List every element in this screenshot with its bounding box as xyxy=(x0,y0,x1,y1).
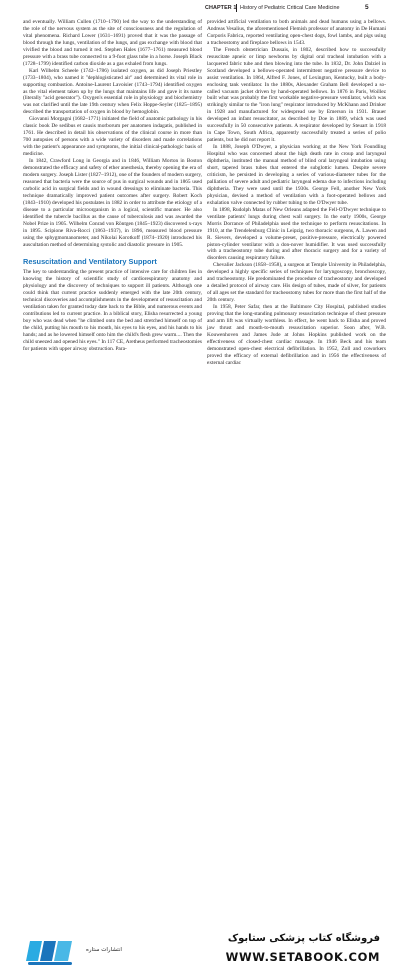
store-title: فروشگاه کتاب پزشکی ستابوک xyxy=(227,933,380,944)
paragraph: Giovanni Morgagni (1682–1771) initiated the field of anatomic pathology in his classic book De sedibus et causis morborum per anatomen indagatis, published in 1761. He described in detail his observations of the clinical course in more than 700 autopsies of persons with a wide variety of disorders and made correlations with the patient's appearance and symptoms, the initial clinical-pathologic basis of medicine. xyxy=(23,116,202,158)
paragraph: Chevalier Jackson (1858–1958), a surgeon at Temple University in Philadelphia, developed a highly specific series of techniques for laryngoscopy, bronchoscopy, and tracheostomy. He predominated the procedure of tracheostomy and developed a detailed protocol of airway care. His design of tubes, made of silver, for patients of all ages set the standard for tracheostomy tubes for more than the first half of the 20th century. xyxy=(207,262,386,304)
paragraph: In 1842, Crawford Long in Georgia and in 1846, William Morton in Boston demonstrated the efficacy and safety of ether anesthesia, thereby opening the era of modern surgery. Joseph Lister (1827–1912), one of the founders of modern surgery, reasoned that bacteria were the source of pus in surgical wounds and in 1865 used carbolic acid in surgical fields and in wound dressings to eliminate bacteria. This technique dramatically improved patient outcomes after surgery. Robert Koch (1843–1910) developed his postulates in 1882 in order to attribute the etiology of a disease to a particular microorganism in a logical, scientific manner. He also identified the tubercle bacillus as the cause of tuberculosis and was awarded the Nobel Prize in 1905. Wilhelm Conrad von Röntgen (1845–1923) discovered x-rays in 1895. Scipione Riva-Rocci (1863–1937), in 1896, measured blood pressure using the sphygmomanometer, and Nikolai Korotkoff (1874–1920) introduced his auscultation method of determining systolic and diastolic pressure in 1905. xyxy=(23,158,202,248)
chapter-label: CHAPTER 1 xyxy=(205,5,237,11)
paragraph: The French obstetrician Dussais, in 1802, described how to successfully resuscitate apneic or limp newborns by digital oral tracheal intubation with a lacquered fabric tube and then blowing into the tube. In 1832, Dr. John Dalziel in Scotland developed a bellows-operated intermittent negative pressure device to assist ventilation. In 1864, Alfred F. Jones, of Lexington, Kentucky, built a body-enclosing tank ventilator. In the 1880s, Alexander Graham Bell developed a so-called vacuum jacket driven by hand-operated bellows. In 1876 in Paris, Woillez built what was probably the first workable negative-pressure ventilator, which was strikingly similar to the "iron lung" respirator introduced by McKhann and Drinker in 1928 and manufactured for widespread use by Emerson in 1931. Brauer developed an infant resuscitator, as described by Doe in 1889, which was used successfully in 50 consecutive patients. A respirator developed by Steuart in 1918 in Cape Town, South Africa, apparently successfully treated a series of polio patients, but he did not report it. xyxy=(207,46,386,144)
paragraph: In 1888, Joseph O'Dwyer, a physician working at the New York Foundling Hospital who was concerned about the high death rate in croup and laryngeal diphtheria, instituted the manual method of blind oral laryngeal intubation using short, tapered brass tubes that entered the subglottic lumen. Despite severe criticism, he persisted in developing a series of various-diameter tubes for the palliation of severe adult and pediatric laryngeal edema due to infections including diphtheria. They were used until the 1930s. George Fell, another New York physician, devised a method of ventilation with a foot-operated bellows and exhalation valve connected by rubber tubing to the O'Dwyer tube. xyxy=(207,144,386,206)
chapter-title: History of Pediatric Critical Care Medicine xyxy=(240,5,340,11)
store-url[interactable]: WWW.SETABOOK.COM xyxy=(225,950,380,964)
left-column xyxy=(23,19,202,464)
paragraph: Karl Wilhelm Scheele (1742–1786) isolated oxygen, as did Joseph Priestley (1733–1804), who named it "dephlogisticated air" and determined its vital role in supporting combustion. Antoine-Laurent Lavoisier (1743–1794) identified oxygen as the vital element taken up by the lungs that maintains life and gave it its name (literally "acid generator"). Oxygen's essential role in physiology and biochemistry was not clarified until the late 19th century when Felix Hoppe-Seyler (1825–1895) described the transportation of oxygen in blood by hemoglobin. xyxy=(23,67,202,116)
right-column xyxy=(207,19,386,452)
paragraph: The key to understanding the present practice of intensive care for children lies in knowing the history of scientific study of cardiorespiratory anatomy and physiology and the discovery of techniques to support ill patients. Although one could think that current practice suddenly emerged with the late 20th century, technical discoveries and accomplishments in the development of resuscitation and ventilation taken for granted today date back to the Bible, and numerous events and contributions led to current practice. In a biblical story, Elisha resurrected a young boy who was dead when "he climbed onto the bed and stretched himself on top of the child, putting his mouth to his mouth, his eyes to his eyes, and his hands to his hands; and as he lowered himself onto him the child's flesh grew warm.... Then the child sneezed and opened his eyes." In 117 CE, Aretheus performed tracheostomies for patients with upper airway obstruction. Para- xyxy=(23,269,202,352)
page-number: 5 xyxy=(365,4,369,11)
paragraph: In 1958, Peter Safar, then at the Baltimore City Hospital, published studies proving that the long-standing pulmonary resuscitation technique of chest pressure and arm lift was virtually worthless. In effect, he went back to Elisha and proved jaw thrust and mouth-to-mouth resuscitation superior. Soon after, W.B. Kouwenhoven and James Jude at Johns Hopkins published work on the effectiveness of closed-chest cardiac massage. In 1946 Beck and his team demonstrated open-chest electrical defibrillation. In 1952, Zoll and coworkers proved the efficacy of external defibrillation and in 1956 the effectiveness of external cardiac xyxy=(207,304,386,366)
paragraph: In 1898, Rudolph Matas of New Orleans adapted the Fell-O'Dwyer technique to ventilate patients' lungs during chest wall surgery. In the early 1900s, George Morris Dorrance of Philadelphia used the technique to perform resuscitations. In 1910, at the Trendelenburg Clinic in Leipzig, two thoracic surgeons, A. Lawen and R. Sievers, developed a volume-preset, positive-pressure, electrically powered piston-cylinder ventilator with a don-nover humidifier. It was used successfully with a tracheostomy tube during and after thoracic surgery and for a variety of disorders causing respiratory failure. xyxy=(207,206,386,262)
section-heading: Resuscitation and Ventilatory Support xyxy=(23,257,157,267)
paragraph: and eventually. William Cullen (1710–1790) led the way to the understanding of the role of the nervous system as the site of consciousness and the regulation of vital phenomena. Richard Lower (1631–1691) proved that it was the passage of blood through the lungs, ventilation of the lungs, and gas exchange with blood that vivified the blood and turned it red. Stephen Hales (1677–1761) measured blood pressure with a brass tube connected to a 9-foot glass tube in a horse. Joseph Black (1728–1799) identified carbon dioxide as a gas exhaled from lungs. xyxy=(23,19,202,67)
logo-subtitle: انتشارات ستاره xyxy=(86,947,122,953)
header-divider xyxy=(236,4,237,12)
setabook-logo-icon xyxy=(22,935,78,969)
watermark-footer xyxy=(0,465,400,964)
paragraph: provided artificial ventilation to both animals and dead humans using a bellows. Andreas Vesalius, the aforementioned Flemish professor of anatomy in De Humani Corporis Fabrica, reported ventilating open-chest dogs, fowl lambs, and pigs using a tracheostomy and fireplace bellows in 1543. xyxy=(207,19,386,46)
